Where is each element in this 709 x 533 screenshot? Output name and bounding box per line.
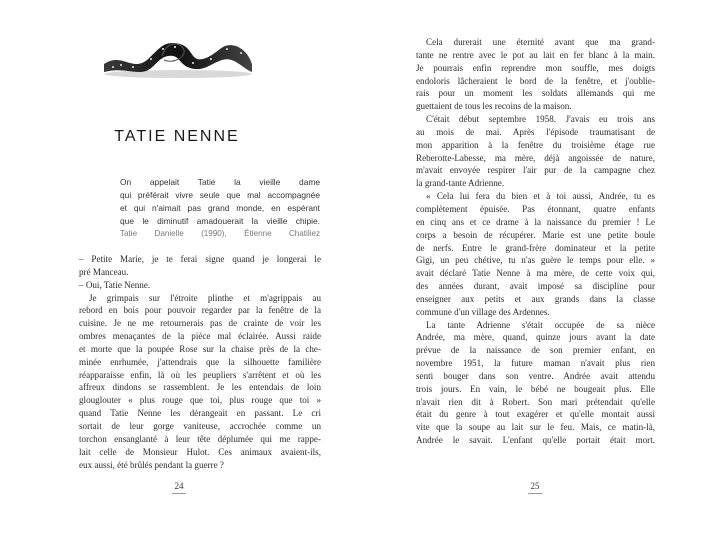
body-line: affreux dindons se rassemblent. Je les entendais de loin	[79, 382, 321, 393]
left-body-text	[79, 253, 321, 471]
body-line: – Petite Marie, je te ferai signe quand je longerai le	[79, 254, 321, 264]
body-line: corps a besoin de récupérer. Marie est une petite boule	[416, 229, 655, 240]
right-body-text	[416, 36, 655, 447]
epigraph-line: que le diminutif amadouerait la vieille chipie.	[120, 215, 320, 226]
body-line: quand Tatie Nenne les dérangeait en passant. Le cri	[79, 408, 321, 419]
body-line: au mois de mai. Après l'épisode traumatisant de	[416, 126, 655, 137]
body-line: commune d'un village des Ardennes.	[416, 306, 550, 317]
body-line: Andrée le savait. L'enfant qu'elle portait était mort.	[416, 435, 655, 446]
body-line: m'avait envoyée respirer l'air pur de la campagne chez	[416, 165, 655, 176]
body-line: en cinq ans et ce drame à la naissance du premier ! Le	[416, 216, 655, 227]
body-line: tante ne rentre avec le pot au lait en fer blanc à la main.	[416, 49, 655, 60]
body-line: trois jours. En vain, le bébé ne bougeait plus. Elle	[416, 383, 655, 394]
body-line: glouglouter « plus rouge que toi, plus rouge que toi »	[79, 395, 321, 406]
body-line: rebord en bois pour pouvoir regarder par la fenêtre de la	[79, 305, 321, 316]
body-line: – Oui, Tatie Nenne.	[79, 279, 151, 290]
body-line: minée enrhumée, j'attendrais que la silhouette familière	[79, 356, 321, 367]
body-line: Je grimpais sur l'étroite plinthe et m'agrippais au	[89, 292, 321, 303]
left-page	[0, 0, 354, 533]
body-line: complètement épuisée. Pas étonnant, quatre enfants	[416, 203, 655, 214]
film-strip-image	[102, 34, 254, 78]
body-line: « Cela lui fera du bien et à toi aussi, Andrée, tu es	[426, 191, 655, 202]
body-line: avait déclaré Tatie Nenne à ma mère, de cette voix qui,	[416, 268, 655, 279]
right-page	[354, 0, 709, 533]
body-line: pré Manceau.	[79, 266, 129, 277]
body-line: ombres menaçantes de la pièce mal éclairée. Aussi raide	[79, 331, 321, 342]
body-line: rais pour un moment les soldats allemands qui me	[416, 88, 655, 99]
body-line: des années durant, avait imposé sa discipline pour	[416, 281, 655, 292]
body-line: La tante Adrienne s'était occupée de sa nièce	[426, 319, 655, 330]
body-line: et morte que la poupée Rose sur la chaise près de la che-	[79, 343, 321, 354]
body-line: cuisine. Je ne me retournerais pas de crainte de voir les	[79, 318, 321, 329]
body-line: endoloris lâcheraient le bord de la fenêtre, et j'oublie-	[416, 75, 655, 86]
body-line: était du genre à tout exagérer et qu'elle montait aussi	[416, 409, 655, 420]
body-line: enseigner aux petits et aux grands dans la classe	[416, 293, 655, 304]
page-number: 25	[520, 481, 550, 494]
body-line: Je pourrais enfin reprendre mon souffle, mes doigts	[416, 62, 655, 73]
body-line: vite que la soupe au lait sur le feu. Mais, ce matin-là,	[416, 422, 655, 433]
body-line: Gigi, un peu chétive, tu n'as guère le temps pour elle. »	[416, 255, 655, 266]
body-line: novembre 1951, la future maman n'avait plus rien	[416, 358, 655, 369]
epigraph-source: Tatie Danielle (1990), Étienne Chatiliez	[120, 229, 320, 239]
body-line: lait celle de Monsieur Hulot. Ces animaux avaient-ils,	[79, 446, 321, 457]
body-line: prévue de la naissance de son premier enfant, en	[416, 345, 655, 356]
epigraph	[120, 177, 320, 241]
body-line: guettaient de tous les recoins de la maison.	[416, 101, 572, 112]
epigraph-line: On appelait Tatie la vieille dame	[120, 177, 320, 187]
body-line: de nerfs. Entre le grand-frère dominateur et la petite	[416, 242, 655, 253]
body-line: n'avait rien dit à Robert. Son mari prétendait qu'elle	[416, 396, 655, 407]
body-line: C'était début septembre 1958. J'avais eu trois ans	[426, 114, 655, 125]
body-line: Andrée, ma mère, quand, quinze jours avant la date	[416, 332, 655, 343]
chapter-title: TATIE NENNE	[114, 128, 240, 145]
body-line: mon apparition à la fenêtre du troisième étage rue	[416, 139, 655, 150]
body-line: Cela durerait une éternité avant que ma grand-	[426, 37, 655, 47]
body-line: réapparaisse enfin, là où les peupliers s'arrêtent et où les	[79, 369, 321, 380]
page-number: 24	[164, 481, 194, 494]
epigraph-line: qui préférait vivre seule que mal accompagnée	[120, 189, 320, 200]
body-line: torchon ensanglanté à leur tête déplumée qui me rappe-	[79, 433, 321, 444]
body-line: senti bouger dans son ventre. Andrée avait attendu	[416, 370, 655, 381]
body-line: eux aussi, été brûlés pendant la guerre ?	[79, 459, 224, 470]
body-line: sortait de leur gorge vaniteuse, accrochée comme un	[79, 420, 321, 431]
epigraph-line: et qui n'aimait pas grand monde, en espérant	[120, 202, 320, 213]
body-line: Reberotte-Labesse, ma mère, déjà angoissée de nature,	[416, 152, 655, 163]
body-line: la grand-tante Adrienne.	[416, 178, 505, 189]
